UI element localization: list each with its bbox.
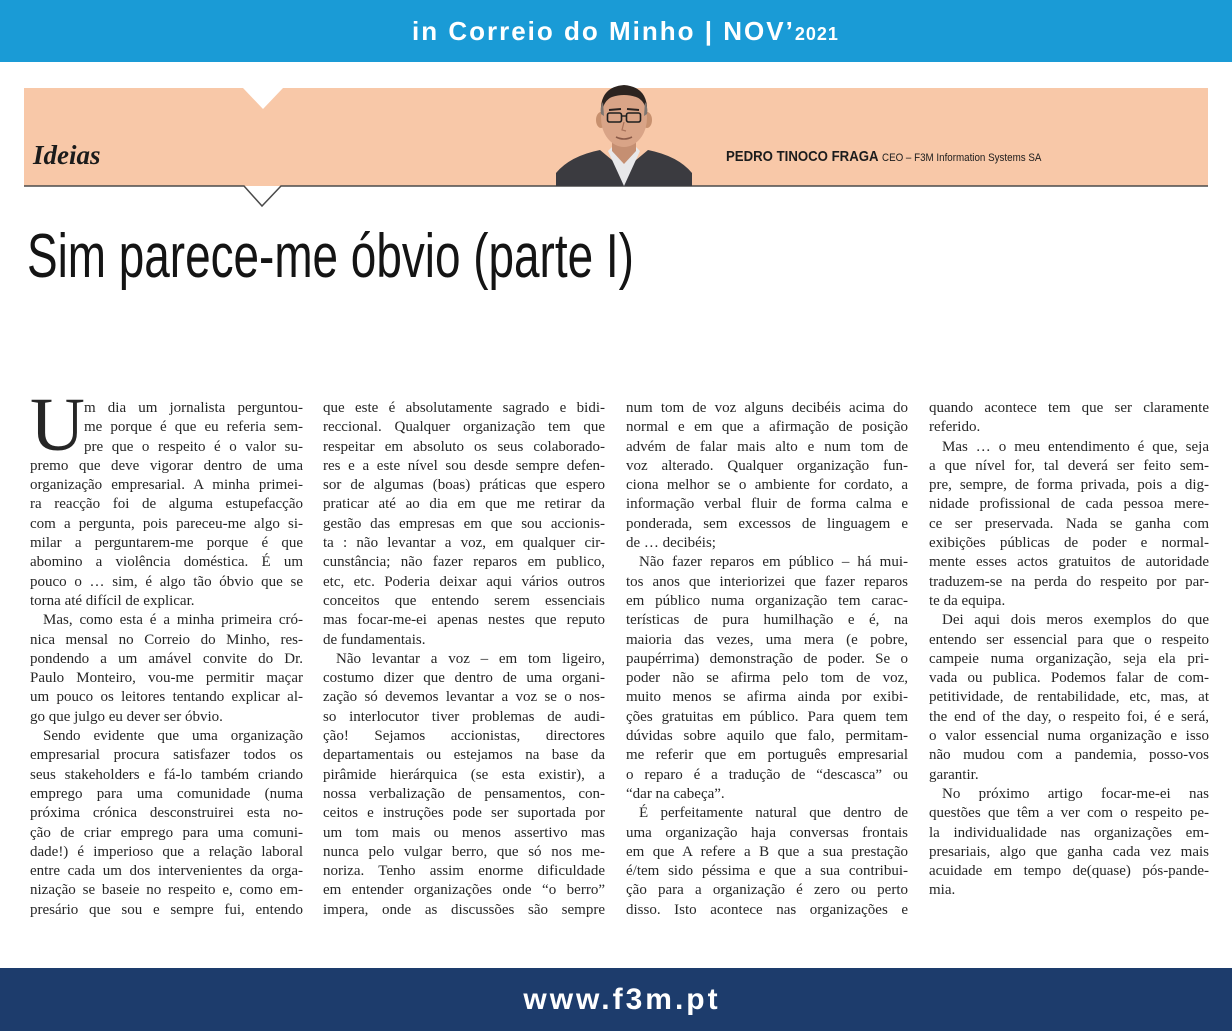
author-role: CEO – F3M Information Systems SA — [882, 152, 1042, 164]
article-text-line: departamentais ou estejamos na base da — [323, 747, 605, 764]
header-title — [412, 0, 839, 62]
article-text-line: pondendo a um amável convite do Dr. — [30, 650, 303, 667]
article-text-line: acuidade em tempo de(quase) pós-pande- — [929, 863, 1209, 880]
article-text-line: garantir. — [929, 766, 979, 783]
header-year: 2021 — [794, 24, 839, 44]
article-paragraph — [323, 650, 605, 920]
article-text-line: vada ou publica. Podemos falar de com- — [929, 670, 1209, 687]
article-text-line: abomino a violência doméstica. É um — [30, 554, 303, 571]
article-text-line: presariais, algo que ganha cada vez mais — [929, 843, 1209, 860]
article-text-line: nunca pelo vulgar berro, que só nos me- — [323, 843, 605, 860]
drop-cap: U — [30, 383, 85, 467]
article-text-line: Não fazer reparos em público – há mui- — [639, 554, 908, 571]
article-paragraph — [626, 804, 908, 920]
article-text-line: No próximo artigo focar-me-ei nas — [942, 785, 1209, 802]
article-paragraph — [626, 399, 908, 553]
footer-url[interactable]: www.f3m.pt — [523, 982, 721, 1016]
article-text-line: ções gratuitas em público. Para quem tem — [626, 708, 908, 725]
article-text-line: é/tem sido péssima e que a sua contribui- — [626, 863, 908, 880]
article-text-line: quando acontece tem que ser claramente — [929, 400, 1209, 416]
article-paragraph — [626, 553, 908, 804]
article-text-line: normal e em que a afirmação de posição — [626, 419, 908, 436]
article-text-line: ta : não levantar a voz, em qualquer cir- — [323, 535, 605, 552]
article-text-line: torna até difícil de explicar. — [30, 592, 195, 609]
article-text-line: um tom mais ou menos assertivo mas — [323, 824, 605, 841]
article-text-line: pirâmide hierárquica (se esta existir), a — [323, 766, 605, 783]
article-text-line: Não levantar a voz – em tom ligeiro, — [336, 650, 605, 667]
article-text-line: muito menos se afirma ainda por exibi- — [626, 689, 908, 706]
article-text-line: sor de algumas (boas) práticas que espero — [323, 477, 605, 494]
article-text-line: m dia um jornalista perguntou- — [84, 400, 303, 416]
article-text-line: em público numa organização tem carac- — [626, 592, 908, 609]
article-text-line: gestão das empresas em que sou accionis- — [323, 515, 605, 532]
article-text-line: seus stakeholders e fá-lo também criando — [30, 766, 303, 783]
section-label: Ideias — [33, 140, 101, 170]
article-text-line: ce ser preservada. Nada se ganha com — [929, 515, 1209, 532]
header-title-text: in Correio do Minho | NOV’ — [412, 16, 795, 46]
article-text-line: la individualidade nas organizações em- — [929, 824, 1209, 841]
article-text-line: Mas … o meu entendimento é que, seja — [942, 438, 1209, 455]
article-text-line: nica mensal no Correio do Minho, res- — [30, 631, 303, 648]
article-text-line: organização empresarial. A minha primei- — [30, 477, 303, 494]
article-text-line: entendo ser essencial para que o respeito — [929, 631, 1209, 648]
article-text-line: que este é absolutamente sagrado e bidi- — [323, 400, 605, 416]
article-text-line: exibições públicas de poder e normal- — [929, 535, 1209, 552]
article-text-line: conceitos que entendo serem essenciais — [323, 592, 605, 609]
article-text-line: de fundamentais. — [323, 631, 426, 648]
article-text-line: ciona melhor se o ambiente for cordato, a — [626, 477, 908, 494]
article-text-line: próxima crónica desconstruirei esta no- — [30, 805, 303, 822]
article-paragraph — [929, 399, 1209, 438]
article-text-line: costumo dizer que dentro de uma organi- — [323, 670, 605, 687]
article-paragraph — [30, 611, 303, 727]
article-text-line: num tom de voz alguns decibéis acima do — [626, 400, 908, 416]
article-text-line: respeitar em absoluto os seus colaborado- — [323, 438, 605, 455]
article-paragraph — [929, 785, 1209, 901]
article-column-1 — [30, 383, 303, 920]
article-text-line: mente esses actos gratuitos de autoridade — [929, 554, 1209, 571]
article-text-line: zação só devemos levantar a voz se o nos- — [323, 689, 605, 706]
article-text-line: noriza. Tenho assim enorme dificuldade — [323, 863, 605, 880]
article-text-line: “dar na cabeça”. — [626, 785, 725, 802]
article-text-line: dúvidas sobre aquilo que falo, permitam- — [626, 728, 908, 745]
article-text-line: maioria das vezes, uma mera (e pobre, — [626, 631, 908, 648]
article-text-line: so interlocutor tiver problemas de audi- — [323, 708, 605, 725]
article-text-line: referido. — [929, 419, 981, 436]
article-text-line: cunstância; não fazer reparos em publico, — [323, 554, 605, 571]
article-text-line: ção para a organização é zero ou perto — [626, 882, 908, 899]
article-text-line: impera, onde as discussões são sempre — [323, 901, 605, 918]
article-text-line: a que nível for, tal deverá ser feito sem- — [929, 457, 1209, 474]
article-text-line: tos anos que interiorizei que fazer reparos — [626, 573, 908, 590]
author-name: PEDRO TINOCO FRAGA — [726, 148, 879, 165]
article-text-line: me referir que em português empresarial — [626, 747, 908, 764]
article-text-line: petitividade, de rentabilidade, etc, mas, at — [929, 689, 1209, 706]
article-paragraph — [929, 438, 1209, 612]
article-text-line: ção! Sejamos accionistas, directores — [323, 728, 605, 745]
article-text-line: presário que sou e sempre fui, entendo — [30, 901, 303, 918]
article-text-line: ceitos e instruções pode ser suportada por — [323, 805, 605, 822]
article-paragraph — [323, 399, 605, 650]
article-text-line: nidade profissional de cada pessoa mere- — [929, 496, 1209, 513]
article-text-line: res e a este nível sou desde sempre defen- — [323, 457, 605, 474]
article-text-line: entre cada um dos intervenientes da orga- — [30, 863, 303, 880]
article-text-line: pouco o … sim, é algo tão óbvio que se — [30, 573, 303, 590]
article-text-line: campeie numa organização, seja ela pri- — [929, 650, 1209, 667]
article-text-line: É perfeitamente natural que dentro de — [639, 805, 908, 822]
article-text-line: me porque é que eu referia sem- — [84, 419, 303, 436]
article-text-line: ção de criar emprego para uma comuni- — [30, 824, 303, 841]
article-headline: Sim parece-me óbvio (parte I) — [27, 222, 634, 291]
article-text-line: pre que o respeito é o valor su- — [84, 438, 303, 455]
article-text-line: the end of the day, o respeito foi, é e será, — [929, 708, 1209, 725]
header-bar — [0, 0, 1232, 62]
article-text-line: go que julgo eu dever ser óbvio. — [30, 708, 223, 725]
article-text-line: reccional. Qualquer organização tem que — [323, 419, 605, 436]
article-text-line: paupérrima) demonstração de poder. Se o — [626, 650, 908, 667]
article-text-line: questões que têm a ver com o respeito pe- — [929, 805, 1209, 822]
article-text-line: Dei aqui dois meros exemplos do que — [942, 612, 1209, 629]
article-text-line: poder não se afirma pelo tom de voz, — [626, 670, 908, 687]
article-text-line: mia. — [929, 882, 956, 899]
article-text-line: premo que deve vigorar dentro de uma — [30, 457, 303, 474]
article-paragraph — [929, 611, 1209, 785]
article-text-line: de … decibéis; — [626, 535, 716, 552]
article-column-2 — [323, 399, 605, 920]
article-text-line: voz alterado. Qualquer organização fun- — [626, 457, 908, 474]
article-text-line: disso. Isto acontece nas organizações e — [626, 901, 908, 918]
article-text-line: mas focar-me-ei apenas nestes que reputo — [323, 612, 605, 629]
article-text-line: o reparo é a tradução de “descasca” ou — [626, 766, 908, 783]
article-column-4 — [929, 399, 1209, 901]
article-text-line: etc, etc. Poderia deixar aqui vários outros — [323, 573, 605, 590]
article-text-line: advém de falar mais alto e num tom de — [626, 438, 908, 455]
article-text-line: em que A refere a B que a sua prestação — [626, 843, 908, 860]
article-text-line: empresarial procura satisfazer todos os — [30, 747, 303, 764]
article-text-line: uma organização haja conversas frontais — [626, 824, 908, 841]
article-text-line: te da equipa. — [929, 592, 1006, 609]
article-text-line: nossa verbalização de pensamentos, con- — [323, 785, 605, 802]
article-text-line: terísticas de pura humilhação e é, na — [626, 612, 908, 629]
article-text-line: dade!) é imperioso que a relação laboral — [30, 843, 303, 860]
article-text-line: emprego para uma comunidade (numa — [30, 785, 303, 802]
article-text-line: nização se baseie no respeito e, como em- — [30, 882, 303, 899]
article-text-line: um pouco os leitores tentando explicar al- — [30, 689, 303, 706]
article-text-line: praticar até ao dia em que me retirar da — [323, 496, 605, 513]
article-text-line: Paulo Monteiro, vou-me permitir maçar — [30, 670, 303, 687]
article-column-3 — [626, 399, 908, 920]
article-text-line: não mudou com a pandemia, posso-vos — [929, 747, 1209, 764]
footer-bar — [0, 968, 1232, 1031]
article-text-line: Sendo evidente que uma organização — [43, 728, 303, 745]
article-text-line: em entender organizações onde “o berro” — [323, 882, 605, 899]
article-text-line: milar a perguntarem-me porque é que — [30, 535, 303, 552]
article-text-line: pre, sempre, de forma privada, pois a dig- — [929, 477, 1209, 494]
banner-notch-top — [243, 88, 283, 110]
author-photo — [556, 76, 692, 186]
article-text-line: informação verbal fluir de forma calma e — [626, 496, 908, 513]
article-text-line: Mas, como esta é a minha primeira cró- — [43, 612, 303, 629]
article-text-line: traduzem-se na perda do respeito por par- — [929, 573, 1209, 590]
article-text-line: o valor essencial numa organização e isso — [929, 728, 1209, 745]
article-paragraph — [30, 727, 303, 920]
article-text-line: com a pergunta, pois pareceu-me algo si- — [30, 515, 303, 532]
article-text-line: ra reacção foi de alguma estupefacção — [30, 496, 303, 513]
article-text-line: ponderada, sem excessos de linguagem e — [626, 515, 908, 532]
